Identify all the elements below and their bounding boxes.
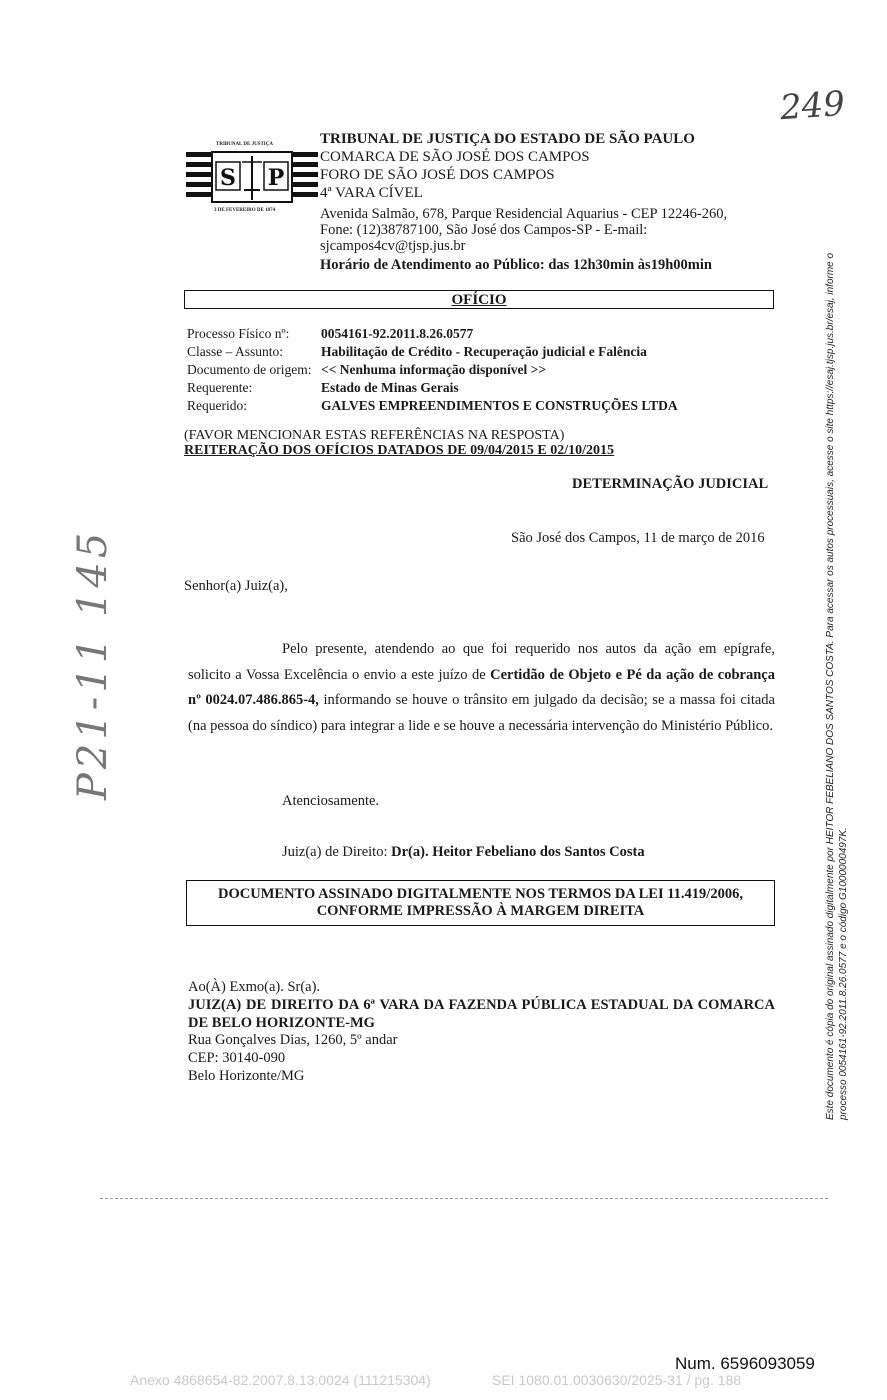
- svg-text:S: S: [220, 165, 236, 191]
- body-paragraph: [188, 637, 775, 739]
- reference-value: GALVES EMPREENDIMENTOS E CONSTRUÇÕES LTDA: [321, 398, 678, 413]
- reference-value: 0054161-92.2011.8.26.0577: [321, 326, 474, 341]
- recipient-street: Rua Gonçalves Dias, 1260, 5º andar: [188, 1032, 398, 1048]
- comarca-name: COMARCA DE SÃO JOSÉ DOS CAMPOS: [320, 149, 590, 165]
- reference-documento: [187, 362, 546, 378]
- judge-name: Dr(a). Heitor Febeliano dos Santos Costa: [391, 844, 645, 860]
- body-text-end: informando se houve o trânsito em julgado da decisão; se a massa foi citada (na pessoa do síndico) para integrar a lide e se houve a necessária intervenção do Ministério Público.: [188, 692, 775, 734]
- determination-heading: DETERMINAÇÃO JUDICIAL: [572, 476, 769, 492]
- reference-value: << Nenhuma informação disponível >>: [321, 362, 547, 377]
- reference-label: Requerente:: [187, 380, 253, 395]
- reference-label: Classe – Assunto:: [187, 344, 284, 359]
- reference-value: Habilitação de Crédito - Recuperação judicial e Falência: [321, 344, 647, 359]
- signature-line-2: CONFORME IMPRESSÃO À MARGEM DIREITA: [316, 903, 645, 919]
- recipient-title: JUIZ(A) DE DIREITO DA 6ª VARA DA FAZENDA PÚBLICA ESTADUAL DA COMARCA DE BELO HORIZONTE-MG: [188, 997, 775, 1031]
- side-note-line-2: processo 0054161-92.2011.8.26.0577 e o código G1000000497K.: [838, 827, 849, 1120]
- address-line-3: sjcampos4cv@tjsp.jus.br: [320, 238, 466, 254]
- salutation: Senhor(a) Juiz(a),: [184, 578, 288, 594]
- address-line-2: Fone: (12)38787100, São José dos Campos-SP - E-mail:: [320, 222, 648, 238]
- footer-sei: SEI 1080.01.0030630/2025-31 / pg. 188: [492, 1372, 742, 1388]
- reference-note: (FAVOR MENCIONAR ESTAS REFERÊNCIAS NA RESPOSTA): [184, 428, 565, 443]
- margin-handwriting: P21-11 145: [70, 528, 116, 800]
- reference-label: Processo Físico nº:: [187, 326, 290, 341]
- recipient-cep: CEP: 30140-090: [188, 1050, 286, 1066]
- reference-label: Documento de origem:: [187, 362, 312, 377]
- seal-top-text: TRIBUNAL DE JUSTIÇA: [216, 142, 273, 147]
- reference-requerido: [187, 398, 678, 414]
- signature-line-1: DOCUMENTO ASSINADO DIGITALMENTE NOS TERMOS DA LEI 11.419/2006,: [218, 886, 743, 902]
- closing: Atenciosamente.: [282, 793, 380, 809]
- court-seal: [186, 140, 318, 220]
- foro-name: FORO DE SÃO JOSÉ DOS CAMPOS: [320, 167, 555, 183]
- document-title: OFÍCIO: [451, 292, 507, 308]
- recipient-city: Belo Horizonte/MG: [188, 1068, 305, 1084]
- reference-classe: [187, 344, 647, 360]
- handwritten-page-number: 249: [778, 83, 847, 129]
- vara-name: 4ª VARA CÍVEL: [320, 185, 423, 201]
- svg-text:P: P: [267, 165, 285, 191]
- document-number: Num. 6596093059: [675, 1354, 815, 1373]
- court-name: TRIBUNAL DE JUSTIÇA DO ESTADO DE SÃO PAULO: [320, 131, 695, 147]
- reference-label: Requerido:: [187, 398, 247, 413]
- date-line: São José dos Campos, 11 de março de 2016: [511, 530, 765, 546]
- body-text-start: Pelo presente, atendendo ao que foi requerido nos autos da ação em epígrafe, solicito a Vossa Excelência o envio a este juízo de: [188, 641, 775, 683]
- recipient-salutation: Ao(À) Exmo(a). Sr(a).: [188, 979, 321, 995]
- footer-annex: Anexo 4868654-82.2007.8.13.0024 (111215304): [130, 1372, 431, 1388]
- seal-bottom-text: 3 DE FEVEREIRO DE 1874: [214, 208, 276, 213]
- reference-requerente: [187, 380, 459, 396]
- digital-signature-box: [186, 880, 775, 926]
- reiteration-note: REITERAÇÃO DOS OFÍCIOS DATADOS DE 09/04/2015 E 02/10/2015: [184, 443, 615, 458]
- side-note-line-1: Este documento é cópia do original assinado digitalmente por HEITOR FEBELIANO DOS SANTOS COSTA. Para acessar os autos processuais, acesse o site https://esaj.tjsp.jus.br/esaj, informe o: [825, 252, 836, 1120]
- title-box: [184, 290, 774, 309]
- address-line-1: Avenida Salmão, 678, Parque Residencial Aquarius - CEP 12246-260,: [320, 206, 728, 222]
- body-text-bold: Certidão de Objeto e Pé da ação de cobrança nº 0024.07.486.865-4,: [188, 666, 775, 708]
- judge-line: [282, 844, 645, 861]
- judge-label: Juiz(a) de Direito:: [282, 844, 388, 860]
- office-hours: Horário de Atendimento ao Público: das 12h30min às19h00min: [320, 257, 712, 273]
- reference-value: Estado de Minas Gerais: [321, 380, 459, 395]
- bottom-divider: [100, 1198, 828, 1199]
- reference-processo: [187, 326, 473, 342]
